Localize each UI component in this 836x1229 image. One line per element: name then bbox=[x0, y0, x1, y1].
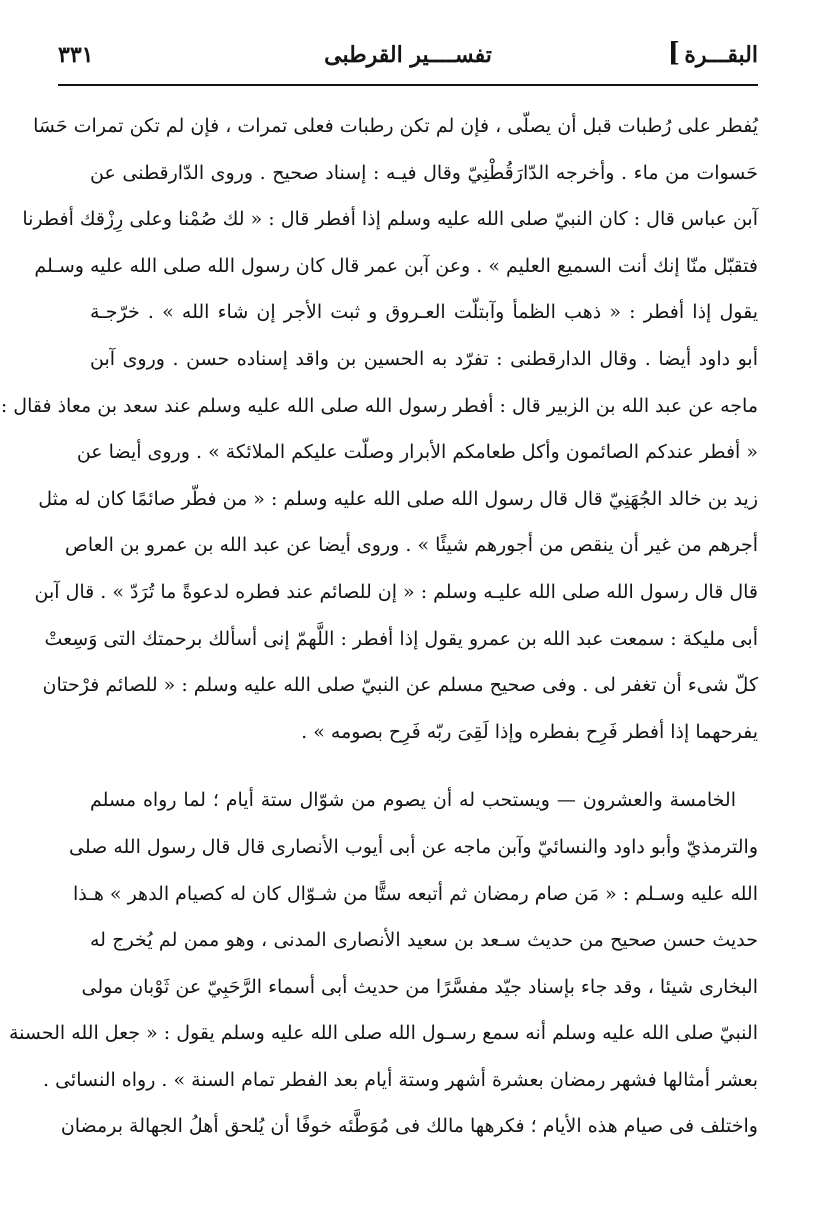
header-divider bbox=[58, 84, 758, 86]
text-line: يُفطر على رُطبات قبل أن يصلّى ، فإن لم تكن رطبات فعلى تمرات ، فإن لم تكن تمرات حَسَا bbox=[33, 115, 758, 137]
text-line: قال قال رسول الله صلى الله عليـه وسلم : « إن للصائم عند فطره لدعوةً ما تُرَدّ » . قال آبن bbox=[34, 580, 758, 603]
text-line: أبى مليكة : سمعت عبد الله بن عمرو يقول إذا أفطر : اللَّهمّ إنى أسألك برحمتك التى وَسِعتْ bbox=[44, 627, 758, 650]
text-line: ماجه عن عبد الله بن الزبير قال : أفطر رسول الله صلى الله عليه وسلم عند سعد بن معاذ فقال : bbox=[0, 394, 758, 417]
page-number: ٣٣١ bbox=[58, 42, 94, 68]
text-line: حَسوات من ماء . وأخرجه الدّارَقُطْنِيّ وقال فيـه : إسناد صحيح . وروى الدّارقطنى عن bbox=[90, 161, 758, 184]
section-name: البقـــرة bbox=[684, 42, 758, 68]
paragraph-1 bbox=[0, 103, 758, 755]
text-line: زيد بن خالد الجُهَنِيّ قال قال رسول الله صلى الله عليه وسلم : « من فطّر صائمًا كان له مثل bbox=[38, 487, 758, 510]
text-line: أجرهم من غير أن ينقص من أجورهم شيئًا » . وروى أيضا عن عبد الله بن عمرو بن العاص bbox=[64, 534, 758, 557]
paragraph-2 bbox=[8, 777, 758, 1150]
text-line: الخامسة والعشرون — ويستحب له أن يصوم من شوّال ستة أيام ؛ لما رواه مسلم bbox=[90, 789, 736, 812]
text-line: أبو داود أيضا . وقال الدارقطنى : تفرّد به الحسين بن واقد إسناده حسن . وروى آبن bbox=[90, 347, 758, 370]
text-line: يقول إذا أفطر : « ذهب الظمأ وآبتلّت العـروق و ثبت الأجر إن شاء الله » . خرّجـة bbox=[90, 301, 758, 324]
text-line: بعشر أمثالها فشهر رمضان بعشرة أشهر وستة أيام بعد الفطر تمام السنة » . رواه النسائى . bbox=[43, 1068, 758, 1091]
text-line: البخارى شيئا ، وقد جاء بإسناد جيّد مفسَّرًا من حديث أبى أسماء الرَّحَبِيّ عن ثَوْبان مولى bbox=[81, 975, 758, 998]
body-text bbox=[0, 103, 758, 1150]
text-line: والترمذيّ وأبو داود والنسائيّ وآبن ماجه عن أبى أيوب الأنصارى قال قال رسول الله صلى bbox=[69, 835, 758, 858]
book-title: تفســــير القرطبى bbox=[324, 42, 492, 68]
text-line: فتقبّل منّا إنك أنت السميع العليم » . وعن آبن عمر قال كان رسول الله صلى الله عليه وسـلم bbox=[34, 254, 758, 277]
paragraph-gap bbox=[90, 755, 758, 777]
text-line: « أفطر عندكم الصائمون وأكل طعامكم الأبرار وصلّت عليكم الملائكة » . وروى أيضا عن bbox=[76, 441, 758, 464]
page-header bbox=[58, 38, 758, 82]
text-line: يفرحهما إذا أفطر فَرِح بفطره وإذا لَقِىَ ربّه فَرِح بصومه » . bbox=[301, 720, 758, 743]
text-line: النبيّ صلى الله عليه وسلم أنه سمع رسـول الله صلى الله عليه وسلم يقول : « جعل الله الحسنة bbox=[8, 1022, 758, 1045]
text-line: الله عليه وسـلم : « مَن صام رمضان ثم أتبعه ستًّا من شـوّال كان له كصيام الدهر » هـذا bbox=[73, 882, 758, 905]
text-line: آبن عباس قال : كان النبيّ صلى الله عليه وسلم إذا أفطر قال : « لك صُمْنا وعلى رِزْقك أفطرنا bbox=[22, 208, 758, 231]
text-line: كلّ شىء أن تغفر لى . وفى صحيح مسلم عن النبيّ صلى الله عليه وسلم : « للصائم فرْحتان bbox=[42, 674, 758, 697]
header-bracket: ] bbox=[667, 38, 680, 68]
text-line: حديث حسن صحيح من حديث سـعد بن سعيد الأنصارى المدنى ، وهو ممن لم يُخرج له bbox=[90, 929, 758, 952]
text-line: واختلف فى صيام هذه الأيام ؛ فكرهها مالك فى مُوَطَّئه خوفًا أن يُلحق أهلُ الجهالة برمضان bbox=[60, 1115, 758, 1138]
